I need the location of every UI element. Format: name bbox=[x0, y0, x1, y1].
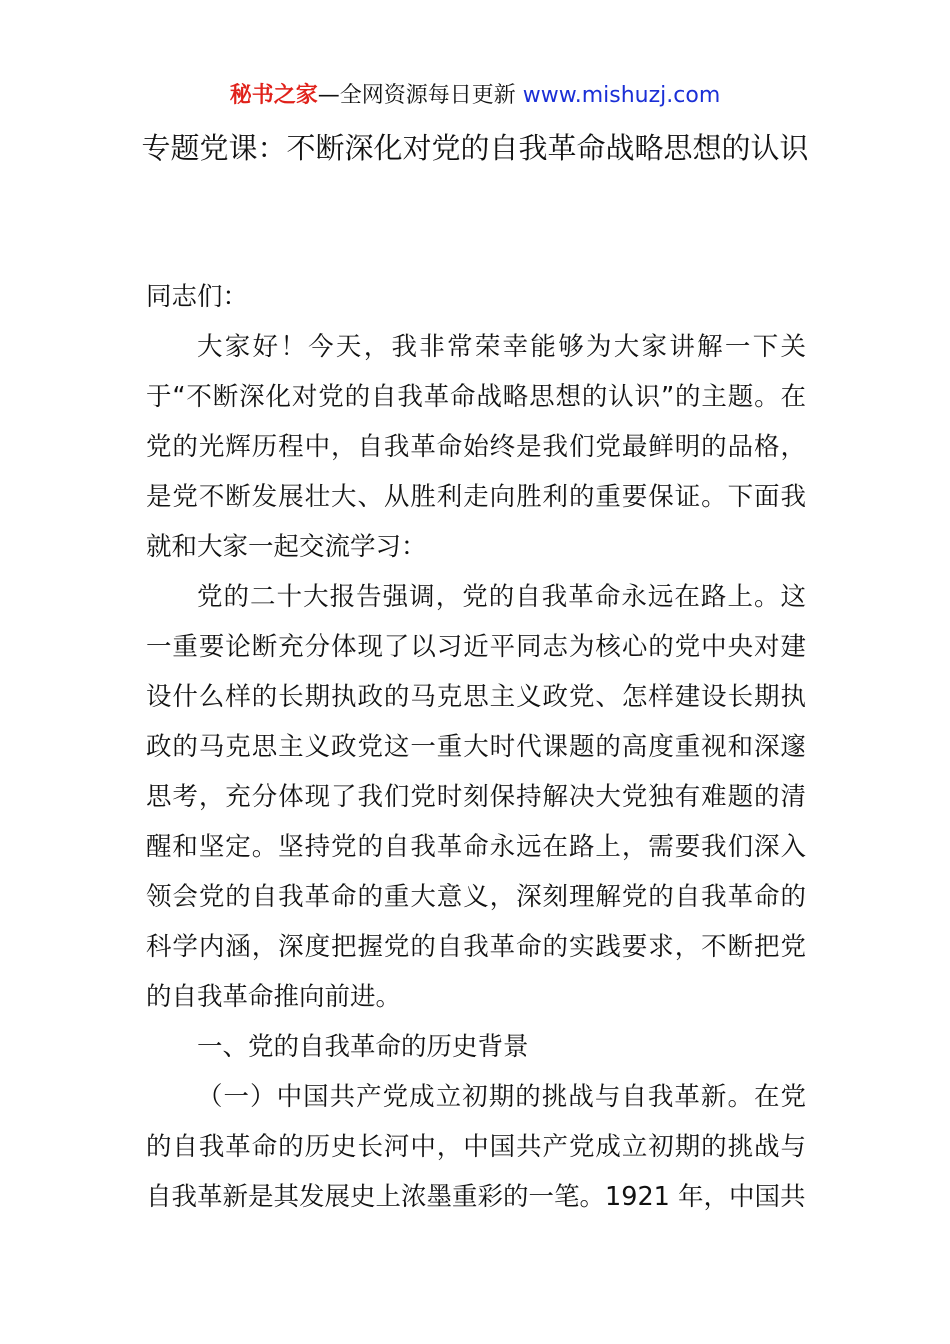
document-title: 专题党课：不断深化对党的自我革命战略思想的认识 bbox=[141, 131, 809, 165]
site-brand: 秘书之家 bbox=[229, 83, 318, 108]
section-heading: 一、党的自我革命的历史背景 bbox=[197, 1032, 529, 1062]
paragraph-main: 党的二十大报告强调，党的自我革命永远在路上。这一重要论断充分体现了以习近平同志为核心的党中央对建设什么样的长期执政的马克思主义政党、怎样建设长期执政的马克思主义政党这一重大时代课题的高度重视和深邃思考，充分体现了我们党时刻保持解决大党独有难题的清醒和坚定。坚持党的自我革命永远在路上，需要我们深入领会党的自我革命的重大意义，深刻理解党的自我革命的科学内涵，深度把握党的自我革命的实践要求，不断把党的自我革命推向前进。 bbox=[146, 582, 806, 1012]
site-url-link[interactable]: www.mishuzj.com bbox=[522, 83, 721, 108]
document-body bbox=[146, 272, 806, 1222]
paragraph-section-1: （一）中国共产党成立初期的挑战与自我革新。在党的自我革命的历史长河中，中国共产党成立初期的挑战与自我革新是其发展史上浓墨重彩的一笔。1921 年，中国共 bbox=[146, 1082, 806, 1212]
site-header bbox=[0, 80, 950, 112]
salutation: 同志们： bbox=[146, 282, 249, 312]
paragraph-intro: 大家好！今天，我非常荣幸能够为大家讲解一下关于“不断深化对党的自我革命战略思想的认识”的主题。在党的光辉历程中，自我革命始终是我们党最鲜明的品格，是党不断发展壮大、从胜利走向胜利的重要保证。下面我就和大家一起交流学习： bbox=[146, 332, 806, 562]
site-tagline: —全网资源每日更新 bbox=[317, 83, 523, 108]
